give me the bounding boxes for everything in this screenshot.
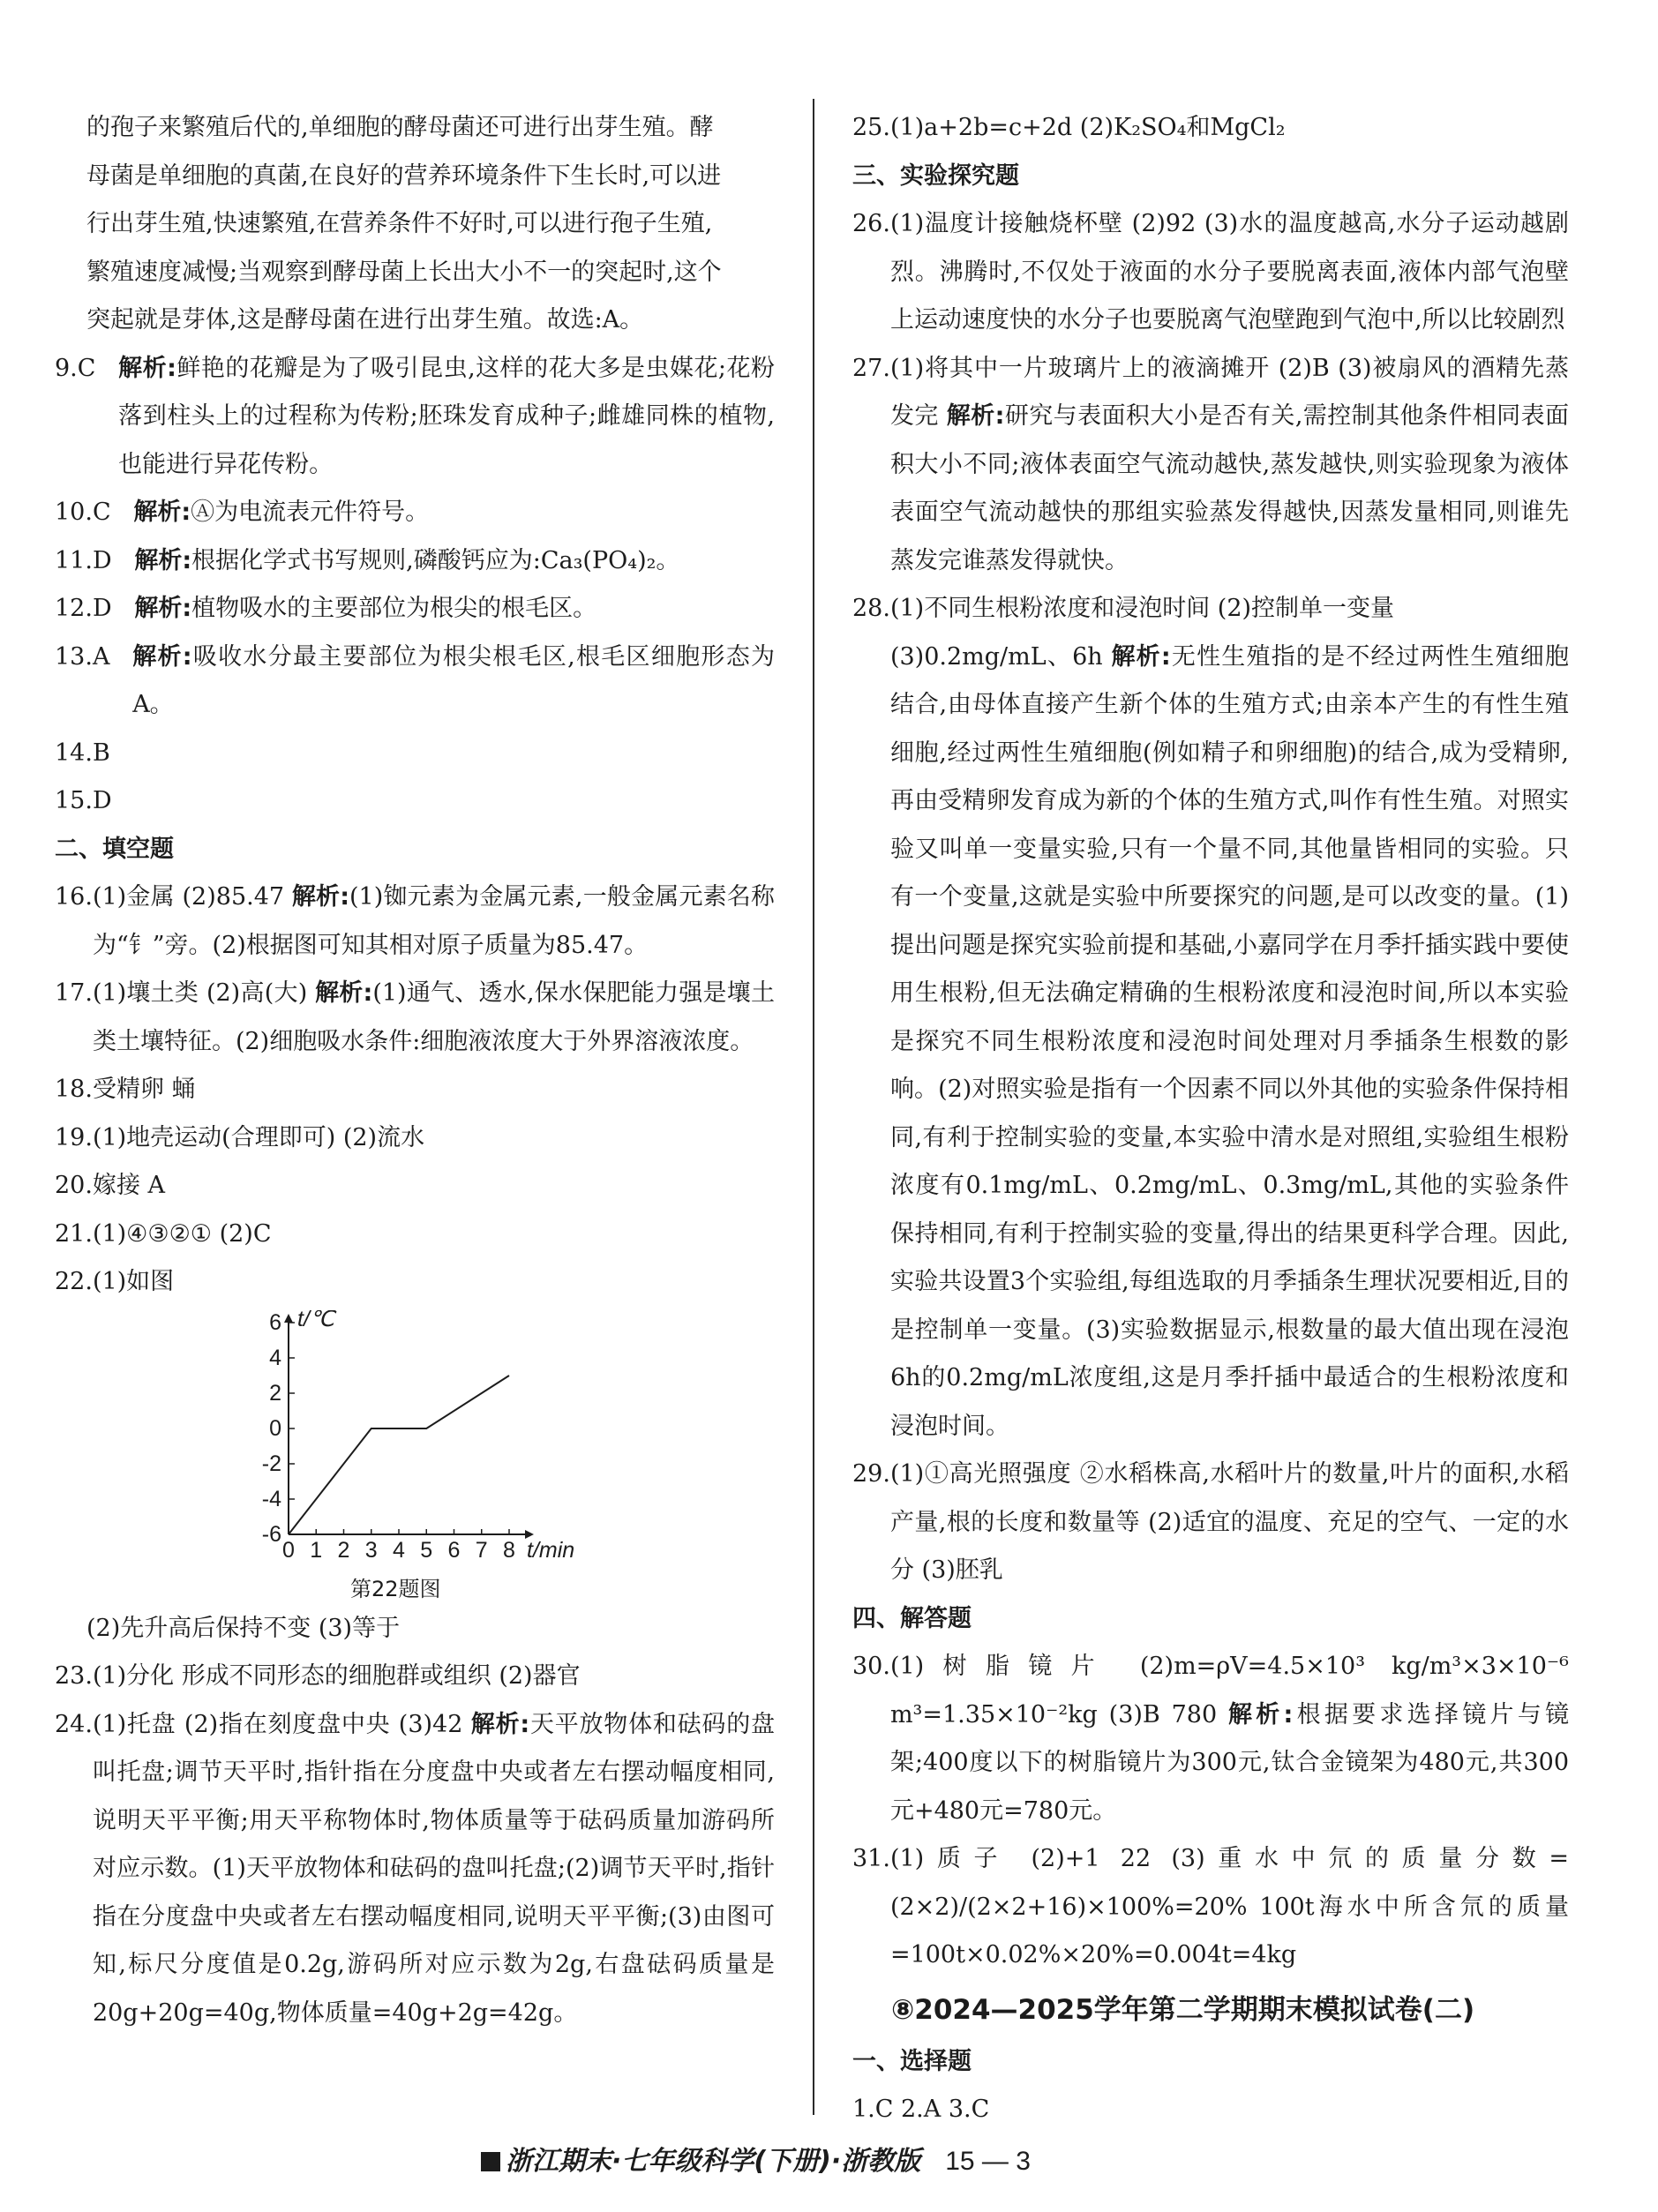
footer-brand: 浙江期末·七年级科学(下册)·浙教版 [506,2146,921,2177]
y-axis-label: t/℃ [297,1309,334,1331]
text-line: 的孢子来繁殖后代的,单细胞的酵母菌还可进行出芽生殖。酵 [86,114,714,141]
answer-14: 14.B [55,739,110,767]
y-tick-label: -2 [261,1451,281,1476]
temperature-time-graph [244,1310,580,1601]
answer-11: 11.D 解析:根据化学式书写规则,磷酸钙应为:Ca₃(PO₄)₂。 [55,546,680,574]
section-heading-choice: 一、选择题 [852,2047,972,2075]
x-tick-label: 0 [282,1537,295,1563]
data-line [289,1376,509,1534]
x-tick-label: 5 [420,1537,433,1563]
answer-29: 29. (1)①高光照强度 ②水稻株高,水稻叶片的数量,叶片的面积,水稻产量,根的长度和数量等 (2)适宜的温度、充足的空气、一定的水分 (3)胚乳 [852,1460,1569,1584]
exam-title: ⑧2024—2025学年第二学期期末模拟试卷(二) [891,1993,1475,2026]
answer-19: 19.(1)地壳运动(合理即可) (2)流水 [55,1123,425,1151]
y-axis-arrow [284,1314,293,1323]
y-tick-label: 4 [269,1345,281,1370]
intro-paragraph [55,104,775,345]
x-tick-label: 8 [503,1537,515,1563]
chart-svg [244,1310,580,1601]
answer-20: 20.嫁接 A [55,1172,166,1199]
answer-25: 25.(1)a+2b=c+2d (2)K₂SO₄和MgCl₂ [852,114,1286,141]
y-tick-label: 0 [269,1415,281,1441]
answer-17: 17. (1)壤土类 (2)高(大) 解析:(1)通气、透水,保水保肥能力强是壤土类土壤特征。(2)细胞吸水条件:细胞液浓度大于外界溶液浓度。 [55,979,775,1055]
section-heading-experiment: 三、实验探究题 [852,161,1019,190]
left-column [55,104,775,2037]
x-tick-label: 2 [337,1537,350,1563]
answer-15: 15.D [55,787,112,814]
text-line: 繁殖速度减慢;当观察到酵母菌上长出大小不一的突起时,这个 [86,258,722,286]
x-tick-label: 3 [364,1537,378,1563]
answers-1-3: 1.C 2.A 3.C [852,2096,990,2123]
answer-27: 27. (1)将其中一片玻璃片上的液滴摊开 (2)B (3)被扇风的酒精先蒸发完 解析:研究与表面积大小是否有关,需控制其他条件相同表面积大小不同;液体表面空气流动越快,蒸发越快,则实验现象为液体表面空气流动越快的那组实验蒸发得越快,因蒸发量相同,则谁先蒸发完谁蒸发得就快。 [852,354,1569,574]
answer-18: 18.受精卵 蛹 [55,1076,196,1103]
chart-caption: 第22题图 [350,1576,441,1601]
answer-31: 31. (1)质子 (2)+1 22 (3)重水中氘的质量分数=(2×2)/(2×2+16)×100%=20% 100t海水中所含氘的质量=100t×0.02%×20%=0.004t=4kg [852,1845,1569,1968]
answer-26: 26. (1)温度计接触烧杯壁 (2)92 (3)水的温度越高,水分子运动越剧烈。沸腾时,不仅处于液面的水分子要脱离表面,液体内部气泡壁上运动速度快的水分子也要脱离气泡壁跑到气泡中,所以比较剧烈 [852,210,1569,334]
answer-22-continued: (2)先升高后保持不变 (3)等于 [86,1614,401,1642]
answer-22: 22.(1)如图 [55,1268,175,1295]
answer-16: 16. (1)金属 (2)85.47 解析:(1)铷元素为金属元素,一般金属元素名称为“钅”旁。(2)根据图可知其相对原子质量为85.47。 [55,883,775,959]
answer-21: 21.(1)④③②① (2)C [55,1219,272,1248]
square-icon [481,2152,500,2171]
x-axis-label: t/min [527,1537,575,1563]
page-number: 15 — 3 [945,2147,1031,2176]
answer-9: 9.C 解析:鲜艳的花瓣是为了吸引昆虫,这样的花大多是虫媒花;花粉落到柱头上的过程称为传粉;胚珠发育成种子;雌雄同株的植物,也能进行异花传粉。 [55,354,775,478]
right-column [852,104,1569,2134]
x-tick-label: 4 [393,1537,405,1563]
y-tick-label: 2 [269,1380,281,1406]
y-tick-label: -4 [261,1486,281,1511]
answer-28: 28. (1)不同生根粉浓度和浸泡时间 (2)控制单一变量 (3)0.2mg/mL、6h 解析:无性生殖指的是不经过两性生殖细胞结合,由母体直接产生新个体的生殖方式;由亲本产生的有性生殖细胞,经过两性生殖细胞(例如精子和卵细胞)的结合,成为受精卵,再由受精卵发育成为新的个体的生殖方式,叫作有性生殖。对照实验又叫单一变量实验,只有一个量不同,其他量皆相同的实验。只有一个变量,这就是实验中所要探究的问题,是可以改变的量。(1)提出问题是探究实验前提和基础,小嘉同学在月季扦插实践中要使用生根粉,但无法确定精确的生根粉浓度和浸泡时间,所以本实验是探究不同生根粉浓度和浸泡时间处理对月季插条生根数的影响。(2)对照实验是指有一个因素不同以外其他的实验条件保持相同,有利于控制实验的变量,本实验中清水是对照组,实验组生根粉浓度有0.1mg/mL、0.2mg/mL、0.3mg/mL,其他的实验条件保持相同,有利于控制实验的变量,得出的结果更科学合理。因此,实验共设置3个实验组,每组选取的月季插条生理状况要相近,目的是控制单一变量。(3)实验数据显示,根数量的最大值出现在浸泡6h的0.2mg/mL浓度组,这是月季扦插中最适合的生根粉浓度和浸泡时间。 [852,595,1569,1440]
answer-13: 13.A 解析:吸收水分最主要部位为根尖根毛区,根毛区细胞形态为A。 [55,642,775,718]
column-divider [813,99,814,2115]
section-heading-solutions: 四、解答题 [852,1604,972,1632]
answer-10: 10.C 解析:Ⓐ为电流表元件符号。 [55,499,430,526]
text-line: 母菌是单细胞的真菌,在良好的营养环境条件下生长时,可以进 [86,161,722,190]
x-tick-label: 1 [310,1537,323,1563]
x-tick-label: 7 [475,1537,488,1563]
answer-12: 12.D 解析:植物吸水的主要部位为根尖的根毛区。 [55,595,597,622]
y-tick-label: -6 [261,1521,281,1547]
answer-24: 24. (1)托盘 (2)指在刻度盘中央 (3)42 解析:天平放物体和砝码的盘叫托盘;调节天平时,指针指在分度盘中央或者左右摆动幅度相同,说明天平平衡;用天平称物体时,物体质量等于砝码质量加游码所对应示数。(1)天平放物体和砝码的盘叫托盘;(2)调节天平时,指针指在分度盘中央或者左右摆动幅度相同,说明天平平衡;(3)由图可知,标尺分度值是0.2g,游码所对应示数为2g,右盘砝码质量是20g+20g=40g,物体质量=40g+2g=42g。 [55,1710,775,2027]
page-footer [481,2144,1031,2179]
answer-30: 30. (1)树脂镜片 (2)m=ρV=4.5×10³ kg/m³×3×10⁻⁶ m³=1.35×10⁻²kg (3)B 780 解析:根据要求选择镜片与镜架;400度以下的树脂镜片为300元,钛合金镜架为480元,共300元+480元=780元。 [852,1653,1569,1825]
section-heading-fill-in: 二、填空题 [55,835,174,863]
text-line: 行出芽生殖,快速繁殖,在营养条件不好时,可以进行孢子生殖, [86,210,713,237]
x-tick-label: 6 [447,1537,461,1563]
y-tick-label: 6 [269,1309,281,1335]
text-line: 突起就是芽体,这是酵母菌在进行出芽生殖。故选:A。 [86,306,644,334]
answer-23: 23.(1)分化 形成不同形态的细胞群或组织 (2)器官 [55,1662,581,1690]
